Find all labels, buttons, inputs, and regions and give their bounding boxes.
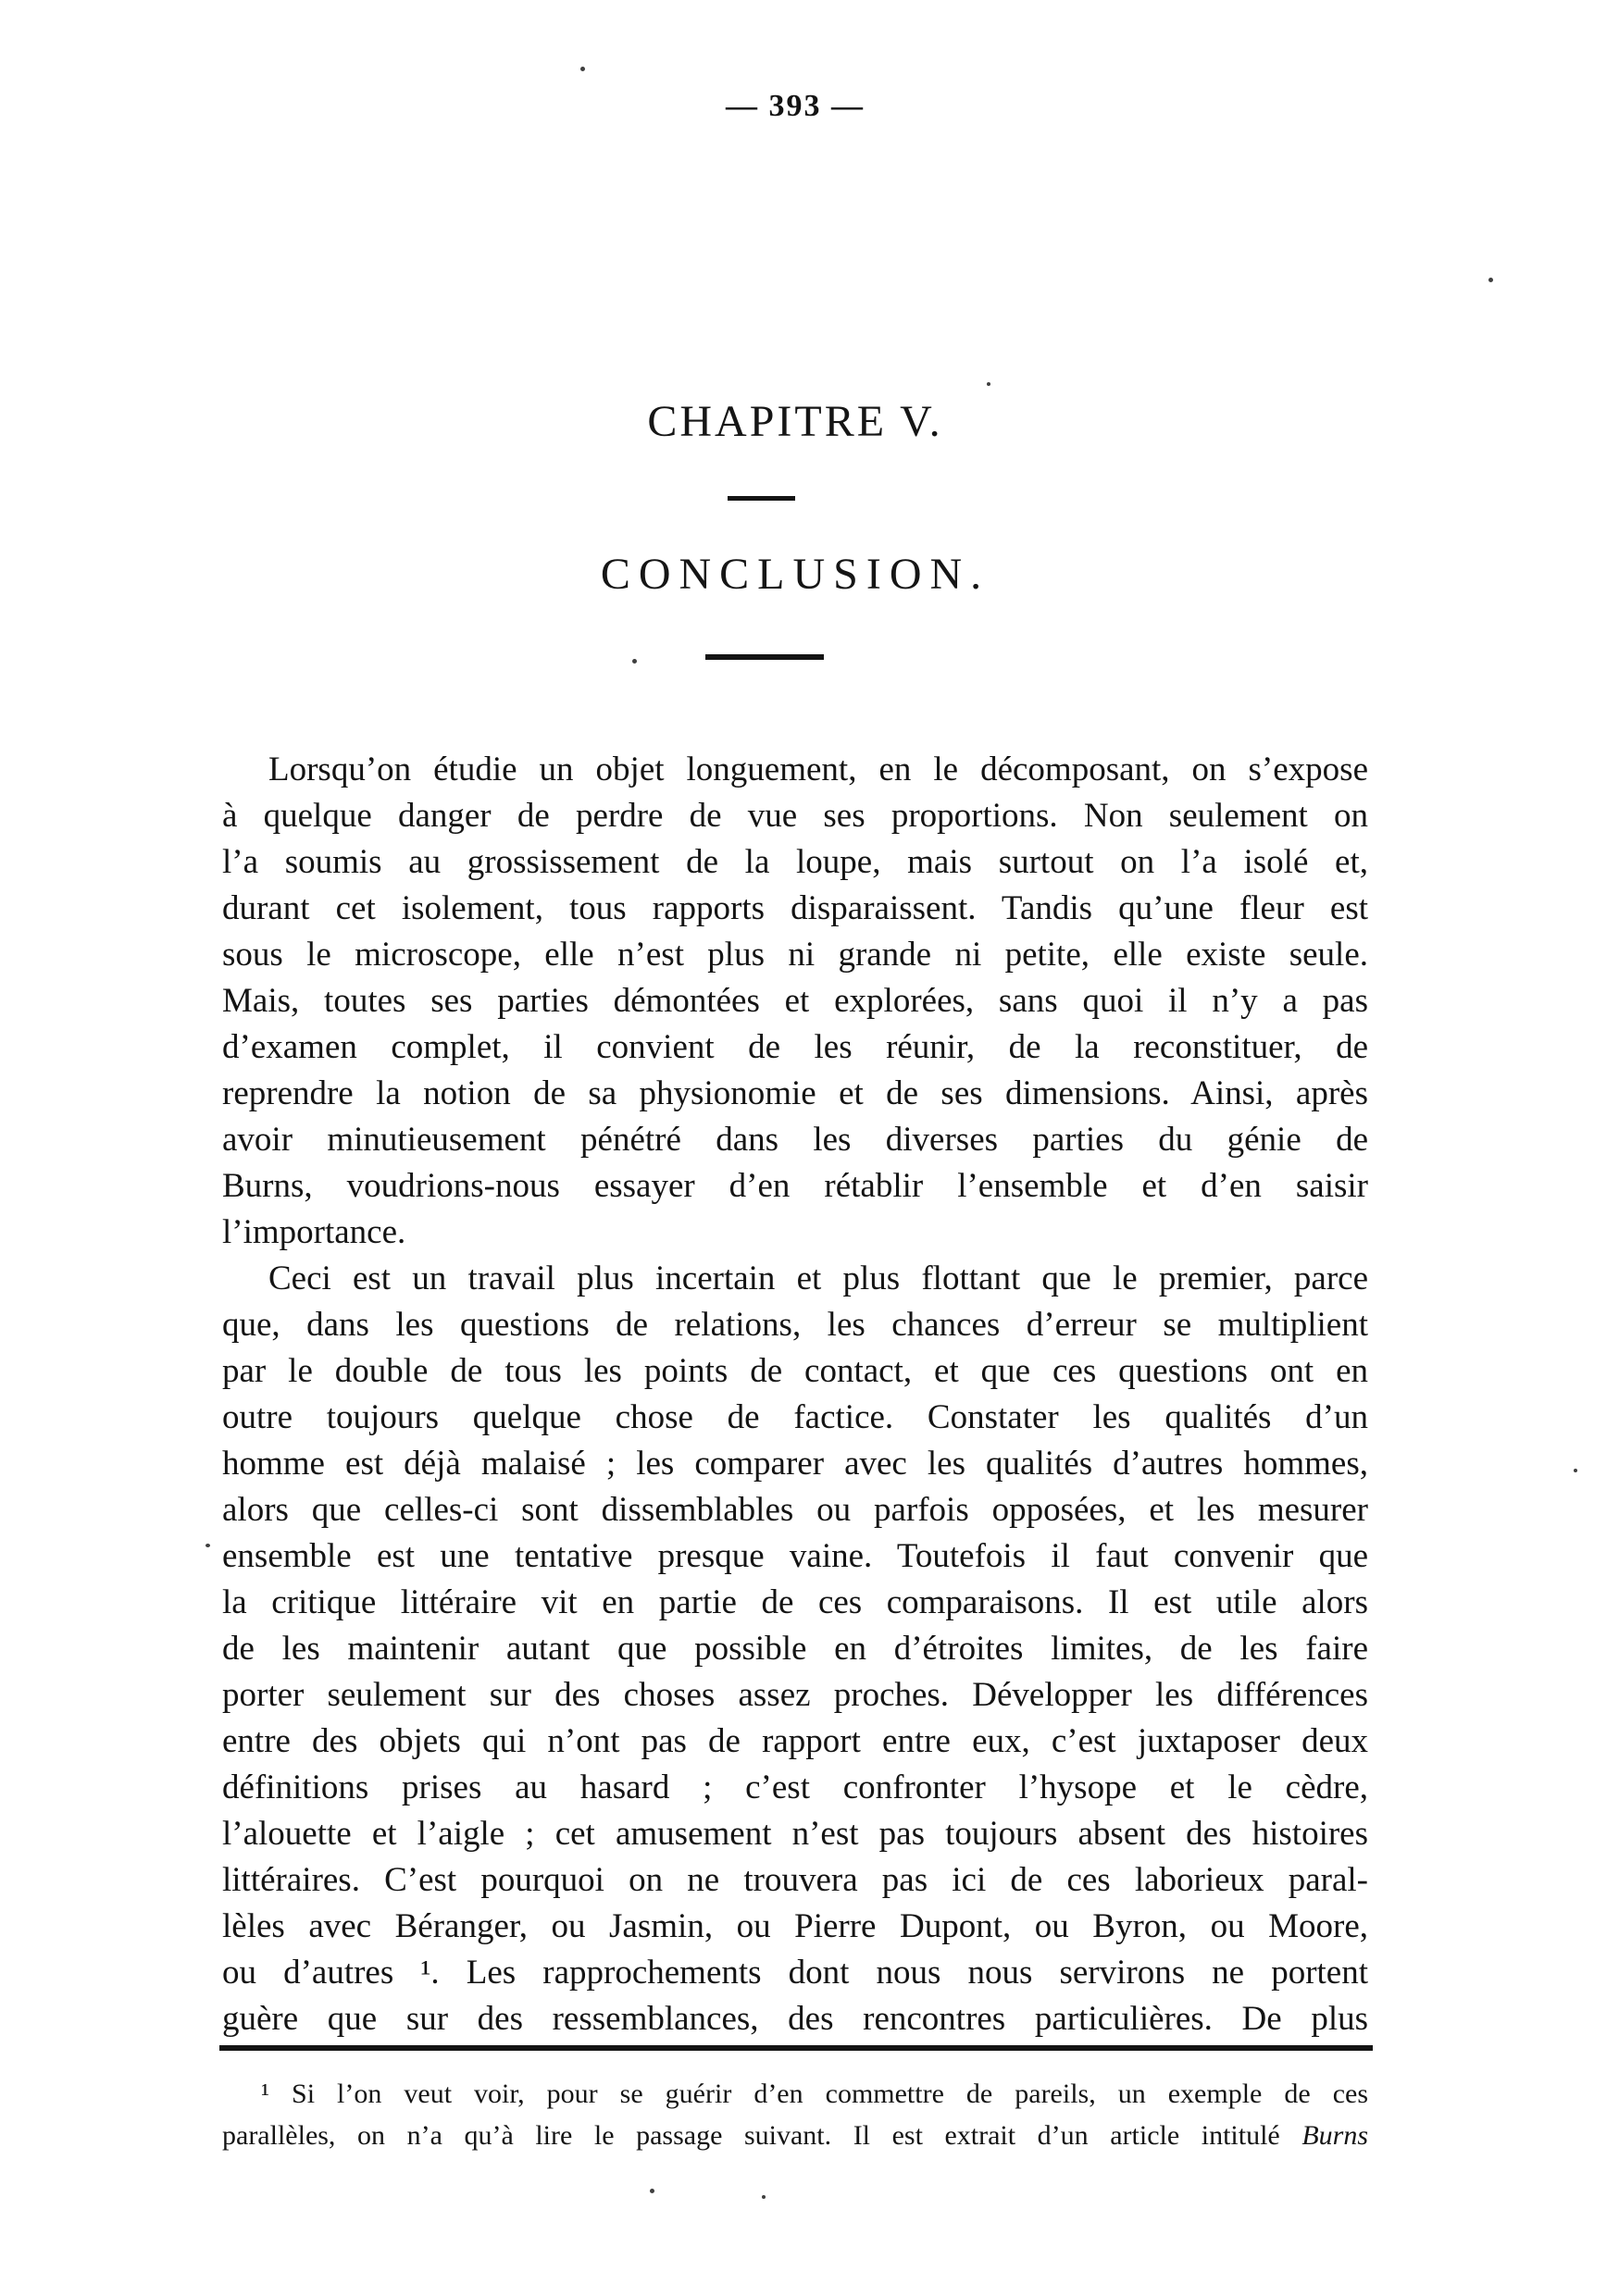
text-line: outre toujours quelque chose de factice. Constater les qualités d’un: [222, 1398, 1368, 1436]
text-line: ou d’autres ¹. Les rapprochements dont nous nous servirons ne portent: [222, 1954, 1368, 1992]
scan-speck: [1574, 1469, 1577, 1472]
chapter-heading: CHAPITRE V.: [647, 397, 943, 446]
scan-speck: [762, 2195, 766, 2199]
footnote: [222, 2073, 1368, 2156]
text-line: littéraires. C’est pourquoi on ne trouvera pas ici de ces laborieux paral-: [222, 1861, 1368, 1899]
page-number: — 393 —: [726, 89, 865, 123]
text-line: Mais, toutes ses parties démontées et explorées, sans quoi il n’y a pas: [222, 982, 1368, 1020]
text-line: définitions prises au hasard ; c’est confronter l’hysope et le cèdre,: [222, 1769, 1368, 1806]
divider-rule-bottom: [705, 654, 824, 660]
text-line: porter seulement sur des choses assez proches. Développer les différences: [222, 1676, 1368, 1714]
scan-speck: [987, 382, 990, 386]
body-text: [222, 747, 1368, 2042]
text-line: l’a soumis au grossissement de la loupe, mais surtout on l’a isolé et,: [222, 843, 1368, 881]
scan-speck: [580, 67, 585, 71]
divider-rule-top: [728, 496, 795, 501]
text-line: sous le microscope, elle n’est plus ni grande ni petite, elle existe seule.: [222, 936, 1368, 974]
text-line: reprendre la notion de sa physionomie et de ses dimensions. Ainsi, après: [222, 1074, 1368, 1112]
text-line: lèles avec Béranger, ou Jasmin, ou Pierre Dupont, ou Byron, ou Moore,: [222, 1907, 1368, 1945]
text-line: que, dans les questions de relations, les chances d’erreur se multiplient: [222, 1306, 1368, 1344]
footnote-line: [222, 2115, 1368, 2156]
text-line: alors que celles-ci sont dissemblables ou parfois opposées, et les mesurer: [222, 1491, 1368, 1529]
text-line: homme est déjà malaisé ; les comparer avec les qualités d’autres hommes,: [222, 1445, 1368, 1483]
text-line: l’importance.: [222, 1213, 406, 1251]
text-line: par le double de tous les points de contact, et que ces questions ont en: [222, 1352, 1368, 1390]
text-line: Ceci est un travail plus incertain et plus flottant que le premier, parce: [268, 1260, 1368, 1297]
scan-speck: [650, 2189, 654, 2193]
scan-speck: [1488, 278, 1493, 282]
text-line: guère que sur des ressemblances, des rencontres particulières. De plus: [222, 2000, 1368, 2038]
text-line: à quelque danger de perdre de vue ses proportions. Non seulement on: [222, 797, 1368, 835]
footnote-text: parallèles, on n’a qu’à lire le passage suivant. Il est extrait d’un article intitulé: [222, 2120, 1302, 2151]
conclusion-title: CONCLUSION.: [600, 550, 990, 599]
scan-speck: [205, 1544, 210, 1547]
text-line: Lorsqu’on étudie un objet longuement, en le décomposant, on s’expose: [268, 751, 1368, 788]
text-line: durant cet isolement, tous rapports disparaissent. Tandis qu’une fleur est: [222, 889, 1368, 927]
footnote-rule: [219, 2045, 1373, 2051]
scan-speck: [632, 659, 637, 664]
text-line: Burns, voudrions-nous essayer d’en rétablir l’ensemble et d’en saisir: [222, 1167, 1368, 1205]
text-line: de les maintenir autant que possible en d’étroites limites, de les faire: [222, 1630, 1368, 1668]
text-line: la critique littéraire vit en partie de ces comparaisons. Il est utile alors: [222, 1583, 1368, 1621]
text-line: l’alouette et l’aigle ; cet amusement n’est pas toujours absent des histoires: [222, 1815, 1368, 1853]
text-line: ensemble est une tentative presque vaine. Toutefois il faut convenir que: [222, 1537, 1368, 1575]
text-line: d’examen complet, il convient de les réunir, de la reconstituer, de: [222, 1028, 1368, 1066]
footnote-line: ¹ Si l’on veut voir, pour se guérir d’en commettre de pareils, un exemple de ces: [261, 2079, 1368, 2109]
footnote-italic-title: Burns: [1301, 2120, 1368, 2151]
text-line: entre des objets qui n’ont pas de rapport entre eux, c’est juxtaposer deux: [222, 1722, 1368, 1760]
text-line: avoir minutieusement pénétré dans les diverses parties du génie de: [222, 1121, 1368, 1159]
